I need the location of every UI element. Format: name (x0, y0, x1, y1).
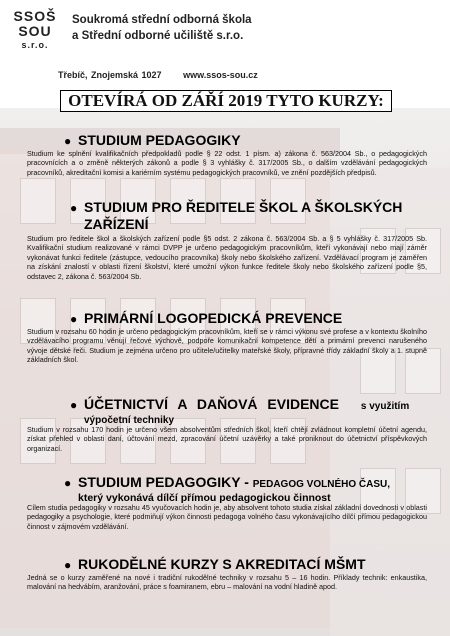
section-heading (70, 310, 342, 328)
bullet-icon: ● (70, 201, 78, 215)
section-title: STUDIUM PEDAGOGIKY - (78, 474, 253, 490)
page-title: OTEVÍRÁ OD ZÁŘÍ 2019 TYTO KURZY: (60, 90, 392, 112)
school-name-line1: Soukromá střední odborná škola (72, 14, 252, 26)
logo-line3: s.r.o. (21, 40, 49, 50)
section-title: PRIMÁRNÍ LOGOPEDICKÁ PREVENCE (84, 310, 343, 326)
section-body: Studium v rozsahu 60 hodin je určeno pedagogickým pracovníkům, kteří se v rámci výkonu své profese a v kontextu školního vzdělávacího programu věnují řečové výchově, podpoře komunikační kompetence dětí a primární prevenci narušeného vývoje dětské řeči. Studium je zejména určeno pro učitele/učitelky mateřské školy, přípravné třídy základní školy a 1. stupně základních škol. (27, 327, 427, 365)
website-link[interactable]: www.ssos-sou.cz (183, 70, 258, 80)
bullet-icon: ● (64, 134, 72, 148)
section-body: Studium v rozsahu 170 hodin je určeno všem absolventům středních škol, kteří chtějí zvládnout kompletní účetní agendu, získat přehled v oblasti daní, účtování mezd, zpracování účetní uzávěrky a také proniknout do účetnictví příspěvkových organizací. (27, 425, 427, 453)
bullet-icon: ● (64, 558, 72, 572)
section-body: Cílem studia pedagogiky v rozsahu 45 vyučovacích hodin je, aby absolvent tohoto studia získal základní dovednosti v oblasti pedagogiky a psychologie, které podmiňují výkon činnosti pedagoga volného času vykonávajícího dílčí přímou pedagogickou činnost v zájmovém vzdělávání. (27, 503, 427, 531)
section-title-suffix: s využitím (360, 401, 410, 412)
section-heading-line2: výpočetní techniky (84, 415, 175, 426)
bullet-icon: ● (70, 398, 78, 412)
section-title: RUKODĚLNÉ KURZY S AKREDITACÍ MŠMT (78, 556, 366, 572)
bullet-icon: ● (70, 312, 78, 326)
section-heading (70, 199, 402, 217)
section-title: STUDIUM PRO ŘEDITELE ŠKOL A ŠKOLSKÝCH (84, 199, 403, 215)
address: Třebíč, Znojemská 1027 (58, 70, 162, 80)
school-name-line2: a Střední odborné učiliště s.r.o. (72, 30, 244, 42)
section-body: Jedná se o kurzy zaměřené na nové i tradiční rukodělné techniky v rozsahu 5 – 16 hodin. Příklady technik: enkaustika, malování na hedvábím, aranžování, práce s foamiranem, ebru – malování na vodní hladině apod. (27, 573, 427, 592)
logo-line2: SOU (18, 23, 52, 39)
bullet-icon: ● (64, 476, 72, 490)
section-heading-line2: ZAŘÍZENÍ (84, 216, 149, 232)
logo-line1: SSOŠ (13, 8, 57, 24)
section-body: Studium pro ředitele škol a školských zařízení podle §5 odst. 2 zákona č. 563/2004 Sb. a § 5 vyhlášky č. 317/2005 Sb. Kvalifikační studium realizované v rámci DVPP je určeno pedagogickým pracovníkům, kteří vykonávají nebo mají záměr vykonávat funkci ředitele (zástupce, vedoucího pracovníka) školy nebo školského zařízení. Vzdělávací program je zaměřen na získání znalostí v oblasti řízení školství, které umožní výkon funkce ředitele školy nebo školského zařízení podle §5, odstavec 2, zákona č. 563/2004 Sb. (27, 234, 427, 281)
section-body: Studium ke splnění kvalifikačních předpokladů podle § 22 odst. 1 písm. a) zákona č. 563/2004 Sb., o pedagogických pracovnících a o změně některých zákonů a podle § 3 vyhlášky č. 317/2005 Sb., o dalším vzdělávání pedagogických pracovníků, akreditační komisi a kariérním systému pedagogických pracovníků, ve znění pozdějších předpisů. (27, 149, 427, 177)
section-title: STUDIUM PEDAGOGIKY (78, 132, 241, 148)
section-heading (64, 556, 366, 574)
section-heading-line2: který vykonává dílčí přímou pedagogickou činnost (78, 492, 331, 504)
section-heading (64, 132, 241, 150)
section-title: ÚČETNICTVÍ A DAŇOVÁ EVIDENCE (84, 396, 339, 412)
section-title-suffix: PEDAGOG VOLNÉHO ČASU, (252, 479, 391, 490)
